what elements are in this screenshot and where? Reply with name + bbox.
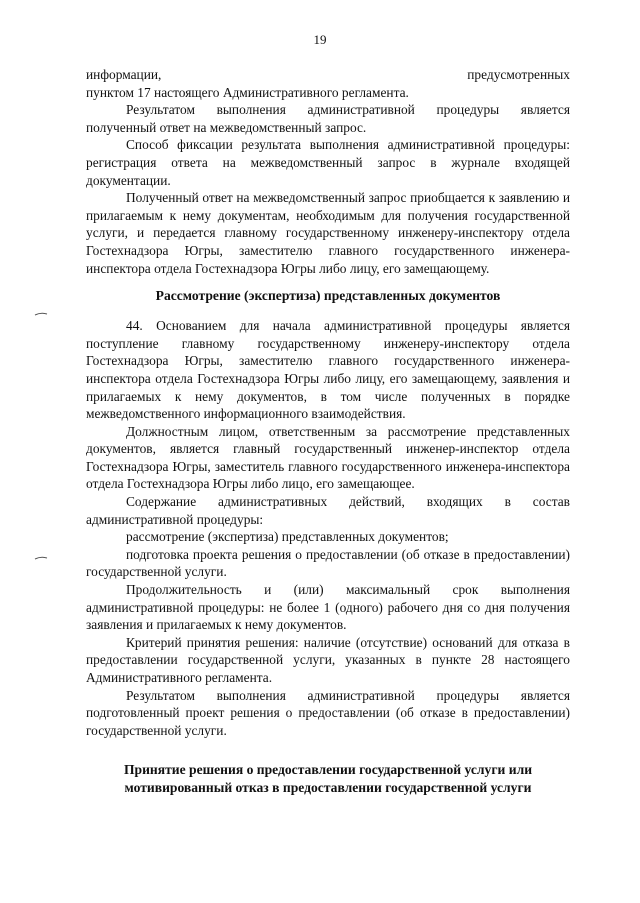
margin-mark (34, 312, 48, 316)
paragraph: пунктом 17 настоящего Административного регламента. (86, 84, 409, 100)
margin-mark (34, 556, 48, 560)
paragraph: рассмотрение (экспертиза) представленных документов; (126, 529, 449, 545)
paragraph: Содержание административных действий, входящих в состав административной процедуры: (86, 494, 570, 527)
section-heading: Рассмотрение (экспертиза) представленных документов (155, 288, 501, 304)
paragraph: Результатом выполнения административной процедуры является полученный ответ на межведомственный запрос. (86, 102, 570, 135)
paragraph: информации, предусмотренных (86, 67, 570, 82)
paragraph: Способ фиксации результата выполнения административной процедуры: регистрация ответа на межведомственный запрос в журнале входящей документации. (86, 137, 570, 188)
paragraph: Полученный ответ на межведомственный запрос приобщается к заявлению и прилагаемым к нему документам, необходимым для получения государственной услуги, и передается главному государственному инженеру-инспектору отдела Гостехнадзора Югры, заместителю главного государственного инженера-инспектора отдела Гостехнадзора Югры либо лицу, его замещающему. (86, 190, 570, 276)
paragraph: подготовка проекта решения о предоставлении (об отказе в предоставлении) государственной услуги. (86, 546, 570, 580)
paragraph: Критерий принятия решения: наличие (отсутствие) оснований для отказа в предоставлении государственной услуги, указанных в пункте 28 настоящего Административного регламента. (86, 634, 570, 685)
heading-line: мотивированный отказ в предоставлении государственной услуги (124, 780, 532, 796)
paragraph: Должностным лицом, ответственным за рассмотрение представленных документов, является главный государственный инженер-инспектор отдела Гостехнадзора Югры, заместитель главного государственного инженера-инспектора отдела Гостехнадзора Югры либо лицо, его замещающее. (86, 423, 570, 492)
page-number: 19 (313, 32, 327, 47)
section-heading (86, 761, 570, 797)
heading-line: Принятие решения о предоставлении государственной услуги или (123, 762, 533, 778)
paragraph: Продолжительность и (или) максимальный срок выполнения административной процедуры: не более 1 (одного) рабочего дня со дня получения заявления и прилагаемых к нему документов. (86, 582, 570, 633)
paragraph: 44. Основанием для начала административной процедуры является поступление главному государственному инженеру-инспектору отдела Гостехнадзора Югры, заместителю главного государственного инженера-инспектора отдела Гостехнадзора Югры либо лицу, его замещающему, заявления и прилагаемых к нему документов, в том числе полученных в порядке межведомственного информационного взаимодействия. (86, 318, 570, 422)
paragraph: Результатом выполнения административной процедуры является подготовленный проект решения о предоставлении (об отказе в предоставлении) государственной услуги. (86, 687, 570, 738)
document-body (86, 66, 570, 797)
